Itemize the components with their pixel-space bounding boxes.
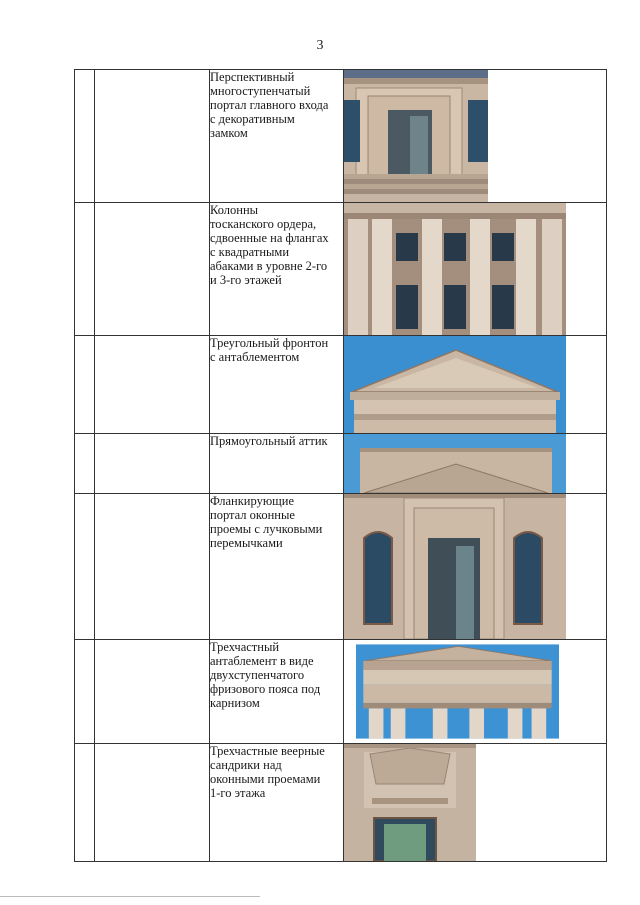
description-cell: Треугольный фронтон с антаблементом [210,336,344,434]
type-cell [95,640,210,744]
table-row [75,744,607,862]
description-cell: Перспективный многоступенчатый портал главного входа с декоративным замком [210,70,344,203]
type-cell [95,203,210,336]
triangular-pediment-photo [344,336,566,433]
table-row [75,203,607,336]
photo-cell [344,203,607,336]
description-cell: Трехчастный антаблемент в виде двухступенчатого фризового пояса под карнизом [210,640,344,744]
type-cell [95,434,210,494]
table-row [75,640,607,744]
description-cell: Фланкирующие портал оконные проемы с лучковыми перемычками [210,494,344,640]
description-cell: Трехчастные веерные сандрики над оконными проемами 1-го этажа [210,744,344,862]
type-cell [95,744,210,862]
photo-cell [344,336,607,434]
table-row [75,434,607,494]
page-number: 3 [316,38,324,53]
flanking-windows-photo [344,494,566,639]
photo-cell [344,494,607,640]
description-cell: Колонны тосканского ордера, сдвоенные на флангах с квадратными абаками в уровне 2-го и 3-го этажей [210,203,344,336]
objects-table [74,69,607,862]
tuscan-columns-photo [344,203,566,335]
photo-cell [344,70,607,203]
entablature-frieze-photo [356,640,559,743]
table-row [75,70,607,203]
photo-cell [344,640,607,744]
photo-cell [344,434,607,494]
index-cell [75,640,95,744]
photo-cell [344,744,607,862]
fan-sandriks-photo [344,744,476,861]
index-cell [75,203,95,336]
rectangular-attic-photo [344,434,566,493]
index-cell [75,336,95,434]
type-cell [95,494,210,640]
page-bottom-edge [0,896,260,897]
table-row [75,336,607,434]
index-cell [75,494,95,640]
type-cell [95,70,210,203]
table-row [75,494,607,640]
index-cell [75,434,95,494]
main-entrance-portal-photo [344,70,488,202]
description-cell: Прямоугольный аттик [210,434,344,494]
index-cell [75,70,95,203]
type-cell [95,336,210,434]
index-cell [75,744,95,862]
